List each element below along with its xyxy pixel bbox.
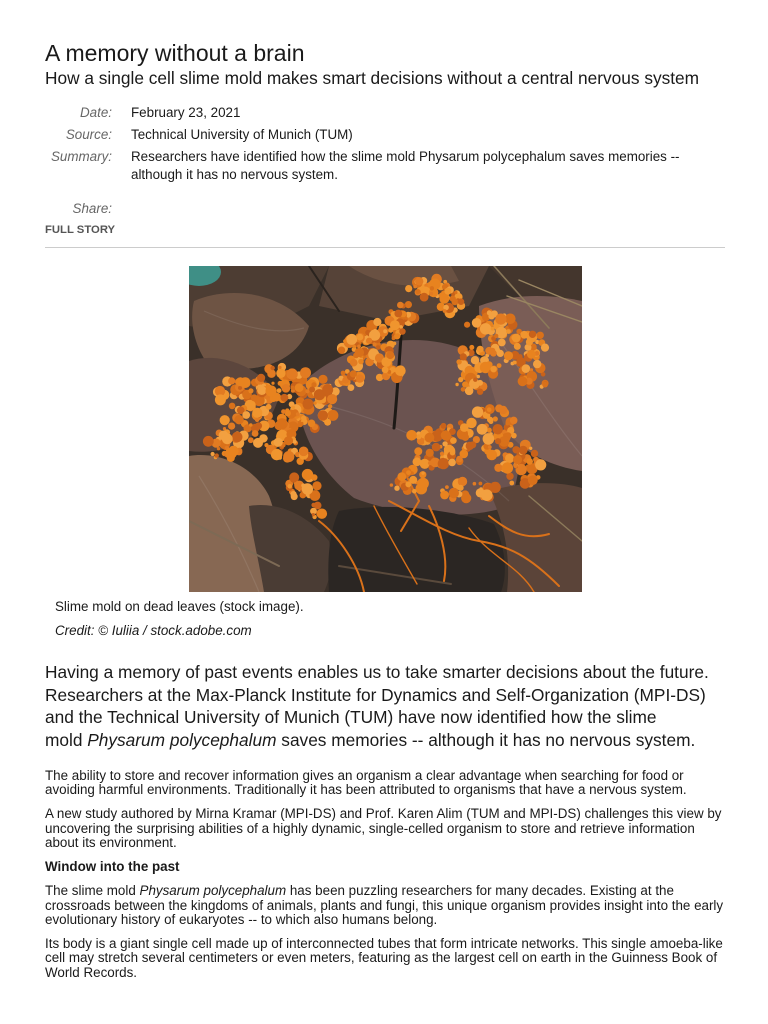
slime-mold-blob	[440, 452, 444, 456]
summary-label: Summary:	[50, 149, 112, 164]
slime-mold-blob	[490, 482, 501, 493]
slime-mold-blob	[394, 333, 400, 339]
slime-mold-blob	[465, 387, 474, 396]
slime-mold-blob	[328, 404, 332, 408]
slime-mold-blob	[372, 342, 376, 346]
divider	[45, 247, 725, 248]
slime-mold-blob	[355, 348, 364, 357]
slime-mold-blob	[338, 347, 345, 354]
slime-mold-blob	[432, 443, 441, 452]
slime-mold-blob	[494, 334, 498, 338]
slime-mold-blob	[318, 410, 328, 420]
slime-mold-blob	[462, 434, 469, 441]
slime-mold-blob	[535, 459, 546, 470]
slime-mold-blob	[490, 366, 496, 372]
slime-mold-blob	[390, 320, 400, 330]
slime-mold-blob	[529, 447, 532, 450]
source-label: Source:	[65, 127, 112, 142]
slime-mold-blob	[505, 454, 514, 463]
slime-mold-blob	[450, 296, 456, 302]
slime-mold-blob	[488, 313, 494, 319]
slime-mold-blob	[397, 472, 406, 481]
slime-mold-blob	[497, 350, 504, 357]
slime-mold-blob	[327, 394, 337, 404]
slime-mold-blob	[290, 475, 298, 483]
full-story-label: FULL STORY	[45, 224, 116, 236]
slime-mold-blob	[428, 461, 432, 465]
slime-mold-blob	[526, 458, 533, 465]
slime-mold-blob	[353, 345, 356, 348]
slime-mold-blob	[300, 422, 303, 425]
slime-mold-blob	[426, 449, 434, 457]
slime-mold-blob	[449, 488, 459, 498]
slime-mold-blob	[228, 377, 235, 384]
slime-mold-blob	[405, 481, 411, 487]
slime-mold-blob	[456, 359, 461, 364]
slime-mold-blob	[477, 424, 488, 435]
slime-mold-blob	[458, 477, 467, 486]
p3-text-start: The slime mold	[45, 883, 140, 899]
slime-mold-blob	[283, 451, 294, 462]
date-row	[45, 104, 706, 122]
slime-mold-blob	[350, 359, 358, 367]
slime-mold-blob	[439, 294, 449, 304]
slime-mold-blob	[257, 374, 265, 382]
slime-mold-blob	[488, 445, 492, 449]
slime-mold-blob	[376, 345, 381, 350]
date-label: Date:	[79, 105, 112, 120]
slime-mold-blob	[249, 423, 253, 427]
slime-mold-blob	[444, 288, 451, 295]
slime-mold-blob	[300, 367, 311, 378]
slime-mold-blob	[498, 339, 506, 347]
slime-mold-blob	[291, 406, 295, 410]
slime-mold-blob	[257, 386, 266, 395]
slime-mold-blob	[278, 366, 281, 369]
slime-mold-blob	[390, 483, 393, 486]
p3-text-end: has been puzzling researchers for many decades. Existing at the crossroads between the kingdoms of animals, plants and fungi, this unique organism provides insight into the early evolutionary history of eukaryotes -- to which also humans belong.	[45, 883, 724, 928]
slime-mold-blob	[318, 375, 327, 384]
slime-mold-blob	[288, 484, 293, 489]
slime-mold-blob	[255, 422, 262, 429]
body-paragraph-3	[45, 884, 729, 927]
slime-mold-blob	[471, 356, 479, 364]
section-heading: Window into the past	[45, 859, 180, 875]
body-paragraph-2: A new study authored by Mirna Kramar (MPI-DS) and Prof. Karen Alim (TUM and MPI-DS) challenges this view by uncovering the surprising abilities of a highly dynamic, single-celled organism to store and retrieve information about its environment.	[45, 806, 722, 851]
slime-mold-blob	[510, 417, 518, 425]
slime-mold-blob	[473, 482, 477, 486]
slime-mold-blob	[456, 456, 463, 463]
slime-mold-blob	[413, 285, 417, 289]
slime-mold-blob	[255, 418, 259, 422]
slime-mold-blob	[518, 376, 528, 386]
slime-mold-blob	[441, 430, 451, 440]
slime-mold-blob	[412, 489, 417, 494]
slime-mold-blob	[479, 482, 483, 486]
date-value: February 23, 2021	[131, 105, 241, 120]
slime-mold-blob	[251, 394, 258, 401]
slime-mold-blob	[404, 317, 407, 320]
slime-mold-blob	[286, 368, 297, 379]
slime-mold-blob	[248, 437, 254, 443]
lead-text-end: saves memories -- although it has no nervous system.	[276, 730, 696, 751]
slime-mold-blob	[312, 513, 315, 516]
slime-mold-blob	[485, 347, 493, 355]
slime-mold-blob	[356, 374, 364, 382]
slime-mold-blob	[236, 377, 245, 386]
slime-mold-blob	[417, 478, 429, 490]
source-row	[45, 126, 706, 144]
slime-mold-blob	[506, 473, 513, 480]
slime-mold-blob	[513, 464, 517, 468]
slime-mold-blob	[422, 287, 429, 294]
slime-mold-blob	[299, 447, 309, 457]
slime-mold-blob	[276, 369, 285, 378]
slime-mold-blob	[472, 406, 483, 417]
slime-mold-blob	[458, 485, 464, 491]
slime-mold-blob	[441, 423, 447, 429]
slime-mold-blob	[266, 404, 272, 410]
slime-mold-blob	[228, 423, 235, 430]
slime-mold-blob	[513, 361, 517, 365]
slime-mold-blob	[527, 350, 536, 359]
lead-text-mold: mold	[45, 730, 88, 751]
body-paragraph-4: Its body is a giant single cell made up of interconnected tubes that form intricate networks. This single amoeba-like cell may stretch several centimeters or even meters, featuring as the largest cell on earth in the Guinness Book of World Records.	[45, 936, 723, 980]
slime-mold-blob	[383, 329, 387, 333]
slime-mold-blob	[529, 331, 536, 338]
slime-mold-blob	[397, 302, 404, 309]
slime-mold-blob	[504, 351, 513, 360]
lead-species-phrase	[45, 730, 277, 750]
slime-mold-blob	[464, 322, 470, 328]
slime-mold-blob	[382, 367, 389, 374]
slime-mold-blob	[497, 363, 502, 368]
slime-mold-blob	[443, 309, 447, 313]
slime-mold-blob	[386, 351, 394, 359]
slime-mold-blob	[519, 446, 528, 455]
source-value: Technical University of Munich (TUM)	[131, 127, 353, 142]
slime-mold-blob	[357, 334, 364, 341]
slime-mold-blob	[537, 332, 544, 339]
slime-mold-blob	[405, 301, 412, 308]
slime-mold-blob	[357, 345, 361, 349]
slime-mold-blob	[477, 389, 483, 395]
figure-credit: Credit: © Iuliia / stock.adobe.com	[55, 623, 252, 638]
slime-mold-blob	[450, 450, 456, 456]
slime-mold-blob	[491, 327, 495, 331]
slime-mold-photo	[189, 266, 582, 592]
summary-row	[45, 148, 706, 184]
slime-mold-blob	[458, 298, 465, 305]
slime-mold-blob	[542, 382, 548, 388]
slime-mold-blob	[481, 489, 493, 501]
slime-mold-blob	[473, 378, 477, 382]
slime-mold-blob	[322, 384, 333, 395]
slime-mold-blob	[277, 418, 288, 429]
slime-mold-blob	[341, 371, 346, 376]
slime-mold-blob	[461, 493, 471, 503]
share-label: Share:	[72, 201, 112, 216]
slime-mold-blob	[470, 441, 477, 448]
slime-mold-blob	[505, 314, 516, 325]
slime-mold-blob	[430, 292, 433, 295]
slime-mold-blob	[493, 424, 503, 434]
slime-mold-blob	[238, 386, 242, 390]
figure-caption: Slime mold on dead leaves (stock image).	[55, 599, 304, 614]
slime-mold-blob	[405, 285, 412, 292]
slime-mold-blob	[271, 449, 282, 460]
slime-mold-blob	[215, 394, 226, 405]
slime-mold-blob	[505, 422, 509, 426]
slime-mold-blob	[222, 433, 233, 444]
slime-mold-blob	[309, 387, 315, 393]
slime-mold-blob	[438, 458, 449, 469]
slime-mold-blob	[430, 286, 434, 290]
slime-mold-blob	[399, 328, 405, 334]
slime-mold-blob	[211, 452, 215, 456]
slime-mold-blob	[477, 346, 484, 353]
slime-mold-blob	[366, 338, 372, 344]
slime-mold-blob	[215, 453, 219, 457]
slime-mold-blob	[506, 329, 511, 334]
slime-mold-blob	[425, 433, 435, 443]
slime-mold-blob	[458, 377, 463, 382]
slime-mold-blob	[502, 462, 513, 473]
slime-mold-blob	[373, 318, 381, 326]
slime-mold-blob	[440, 491, 449, 500]
slime-mold-blob	[512, 446, 519, 453]
slime-mold-blob	[266, 385, 277, 396]
slime-mold-blob	[291, 386, 295, 390]
slime-mold-blob	[466, 418, 476, 428]
slime-mold-blob	[394, 310, 402, 318]
slime-mold-blob	[225, 447, 237, 459]
slime-mold-blob	[271, 366, 275, 370]
slime-mold-blob	[284, 436, 293, 445]
slime-mold-blob	[461, 387, 466, 392]
slime-mold-blob	[406, 430, 417, 441]
slime-mold-blob	[522, 364, 531, 373]
slime-mold-blob	[301, 416, 307, 422]
slime-mold-blob	[303, 399, 314, 410]
slime-mold-blob	[229, 403, 236, 410]
share-row	[45, 200, 706, 218]
slime-mold-blob	[442, 441, 447, 446]
lead-text: Having a memory of past events enables us to take smarter decisions about the future. Researchers at the Max-Planck Institute for Dynamics and Self-Organization (MPI-DS) and the Technical University of Munich (TUM) have now identified how the slime	[45, 662, 709, 728]
article-title: A memory without a brain	[45, 39, 305, 66]
slime-mold-blob	[312, 481, 321, 490]
slime-mold-blob	[281, 394, 289, 402]
lead-paragraph	[45, 661, 729, 752]
slime-mold-blob	[274, 438, 283, 447]
p3-species-name: Physarum polycephalum	[139, 883, 287, 899]
slime-mold-blob	[317, 509, 327, 519]
slime-mold-blob	[277, 388, 282, 393]
slime-mold-blob	[469, 345, 474, 350]
article-figure	[189, 266, 582, 592]
body-paragraph-1: The ability to store and recover information gives an organism a clear advantage when searching for food or avoiding harmful environments. Traditionally it has been attributed to organisms that have a nervous system.	[45, 768, 687, 798]
slime-mold-blob	[487, 450, 498, 461]
slime-mold-blob	[394, 486, 399, 491]
slime-mold-blob	[531, 450, 538, 457]
slime-mold-blob	[373, 329, 378, 334]
slime-mold-blob	[513, 455, 522, 464]
slime-mold-blob	[234, 415, 243, 424]
slime-mold-blob	[296, 412, 300, 416]
slime-mold-blob	[514, 343, 521, 350]
slime-mold-blob	[487, 407, 492, 412]
slime-mold-blob	[494, 464, 502, 472]
slime-mold-blob	[462, 381, 468, 387]
slime-mold-blob	[302, 483, 313, 494]
slime-mold-blob	[232, 432, 243, 443]
slime-mold-blob	[472, 318, 482, 328]
slime-mold-blob	[476, 375, 480, 379]
slime-mold-blob	[346, 334, 357, 345]
slime-mold-blob	[520, 331, 528, 339]
slime-mold-blob	[295, 383, 304, 392]
slime-mold-blob	[406, 470, 411, 475]
slime-mold-blob	[348, 384, 355, 391]
slime-mold-blob	[343, 339, 347, 343]
slime-mold-blob	[448, 459, 456, 467]
slime-mold-blob	[495, 314, 506, 325]
slime-mold-blob	[271, 382, 274, 385]
slime-mold-blob	[308, 420, 316, 428]
slime-mold-blob	[414, 447, 422, 455]
slime-mold-blob	[480, 323, 491, 334]
slime-mold-blob	[460, 353, 467, 360]
slime-mold-blob	[395, 365, 406, 376]
slime-mold-blob	[533, 360, 541, 368]
slime-mold-blob	[488, 483, 492, 487]
slime-mold-blob	[281, 409, 286, 414]
slime-mold-blob	[293, 440, 297, 444]
slime-mold-blob	[242, 411, 250, 419]
slime-mold-blob	[358, 359, 364, 365]
slime-mold-blob	[499, 406, 507, 414]
slime-mold-blob	[248, 388, 253, 393]
slime-mold-blob	[252, 408, 262, 418]
slime-mold-blob	[454, 291, 457, 294]
slime-mold-blob	[253, 438, 263, 448]
slime-mold-blob	[541, 344, 549, 352]
slime-mold-blob	[203, 436, 214, 447]
slime-mold-blob	[455, 383, 458, 386]
article-subtitle: How a single cell slime mold makes smart decisions without a central nervous system	[45, 67, 700, 88]
slime-mold-blob	[483, 433, 495, 445]
slime-mold-blob	[512, 334, 521, 343]
slime-mold-blob	[415, 277, 423, 285]
summary-value: Researchers have identified how the slime mold Physarum polycephalum saves memories -- although it has no nervous system.	[131, 149, 680, 182]
slime-mold-blob	[450, 437, 457, 444]
slime-mold-blob	[311, 474, 317, 480]
slime-mold-blob	[526, 338, 533, 345]
slime-mold-blob	[252, 430, 259, 437]
article-metadata	[45, 104, 706, 222]
slime-mold-blob	[503, 440, 508, 445]
slime-mold-blob	[282, 384, 291, 393]
slime-mold-blob	[493, 416, 498, 421]
slime-mold-blob	[420, 293, 429, 302]
slime-mold-blob	[487, 417, 493, 423]
slime-mold-blob	[445, 485, 449, 489]
slime-mold-blob	[415, 289, 420, 294]
slime-mold-blob	[290, 491, 296, 497]
slime-mold-blob	[350, 370, 357, 377]
lead-species-name: Physarum polycephalum	[87, 730, 277, 751]
slime-mold-blob	[506, 432, 511, 437]
slime-mold-blob	[444, 455, 447, 458]
slime-mold-blob	[421, 471, 424, 474]
slime-mold-blob	[509, 481, 514, 486]
article-body	[45, 769, 729, 990]
slime-mold-blob	[220, 415, 230, 425]
slime-mold-blob	[305, 389, 309, 393]
slime-mold-blob	[528, 475, 538, 485]
slime-mold-blob	[495, 438, 501, 444]
